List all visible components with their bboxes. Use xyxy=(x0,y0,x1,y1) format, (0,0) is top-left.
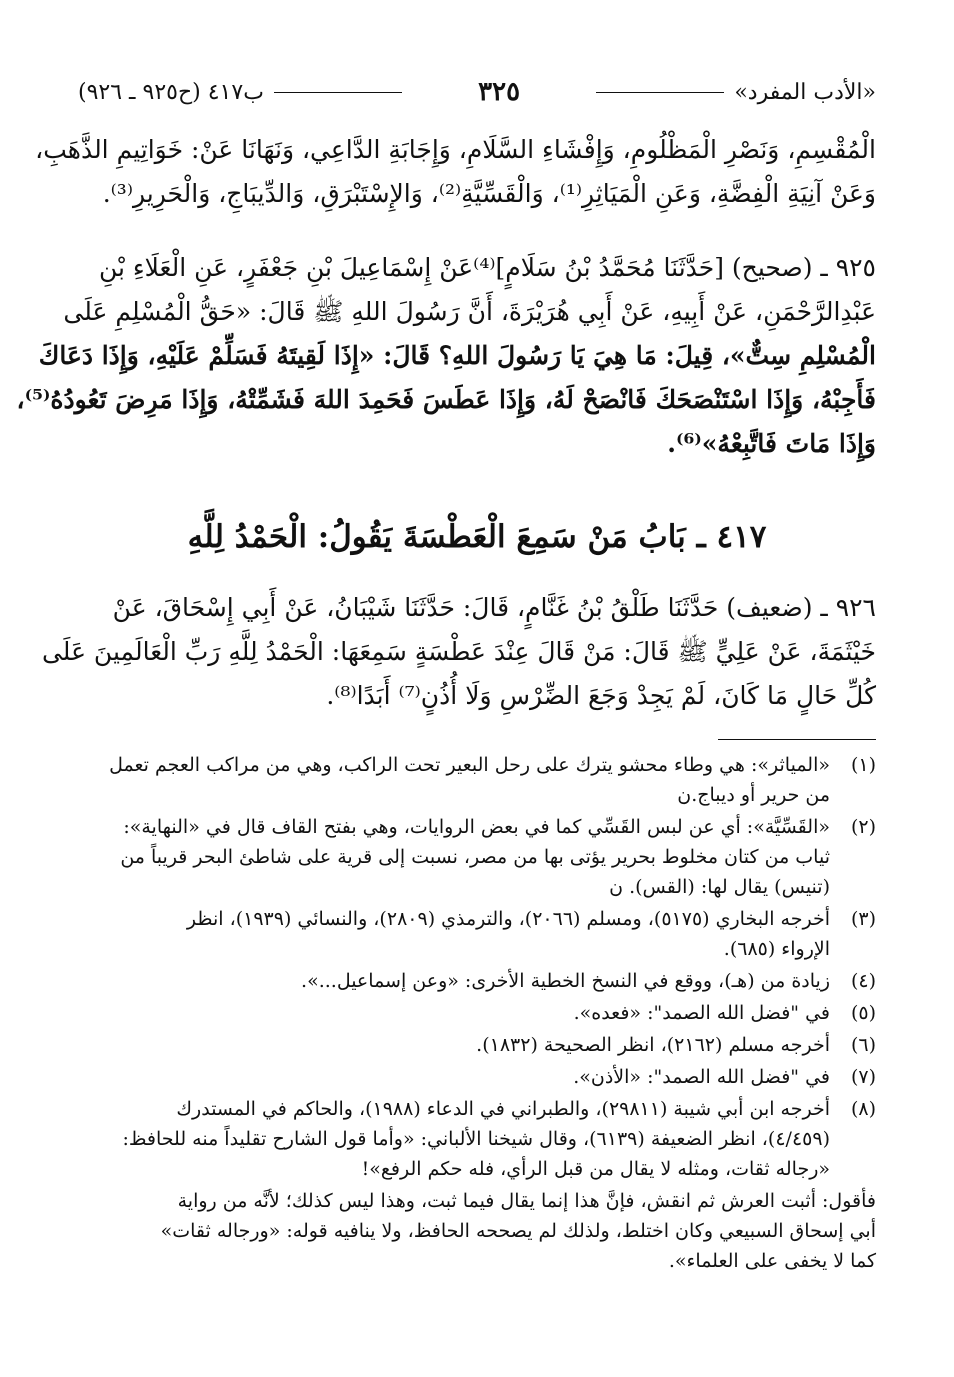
text-line: وَعَنْ آنِيَةِ الْفِضَّةِ، وَعَنِ الْمَيَاثِرِ⁽¹⁾، وَالْقَسِّيَّةِ⁽²⁾، وَالإِسْتَبْرَقِ، وَالدِّيبَاجِ، وَالْحَرِيرِ⁽³⁾. xyxy=(102,179,876,208)
footnote-number: (٨) xyxy=(850,1098,876,1120)
footnote-2 xyxy=(78,812,876,902)
footnote-number: (٤) xyxy=(850,970,876,992)
footnote-line: من حرير أو ديباج.ن xyxy=(677,784,830,806)
text-line: عَبْدِالرَّحْمَنِ، عَنْ أَبِيهِ، عَنْ أَبِي هُرَيْرَةَ، أَنَّ رَسُولَ اللهِ ﷺ قَالَ: «حَقُّ الْمُسْلِمِ عَلَى xyxy=(63,297,876,326)
footnote-number: (٦) xyxy=(850,1034,876,1056)
text-line: فَأَجِبْهُ، وَإِذَا اسْتَنْصَحَكَ فَانْصَحْ لَهُ، وَإِذَا عَطَسَ فَحَمِدَ اللهَ فَشَمِّتْهُ، وَإِذَا مَرِضَ تَعُودُهُ⁽⁵⁾، xyxy=(16,385,876,414)
footnote-line: فأقول: أثبت العرش ثم انقش، فإنَّ هذا إنما يقال فيما ثبت، وهذا ليس كذلك؛ لأنَّه من رواية xyxy=(177,1190,876,1212)
footnote-number: (٣) xyxy=(850,908,876,930)
footnote-8-continuation xyxy=(78,1186,876,1276)
footnote-line: الإرواء (٦٨٥). xyxy=(723,938,830,960)
footnotes xyxy=(78,750,876,1276)
footnote-line: في "فضل الله الصمد": «فعده». xyxy=(573,1002,830,1024)
footnote-line: «المياثر»: هي وطاء محشو يترك على رحل البعير تحت الراكب، وهي من مراكب العجم تعمل xyxy=(109,754,830,776)
footnote-4 xyxy=(78,966,876,996)
text-line: ٩٢٦ ـ (ضعيف) حَدَّثَنَا طَلْقُ بْنُ غَنَّامٍ، قَالَ: حَدَّثَنَا شَيْبَانُ، عَنْ أَبِي إِسْحَاقَ، عَنْ xyxy=(112,593,876,622)
header-chapter-ref: ب٤١٧ (ح٩٢٥ ـ ٩٢٦) xyxy=(78,80,412,105)
footnote-number: (٢) xyxy=(850,816,876,838)
paragraph-continuation xyxy=(35,128,876,216)
page-number: ٣٢٥ xyxy=(478,77,521,107)
footnote-line: (تنيس) يقال لها: (القس). ن xyxy=(609,876,830,898)
text-line: الْمُسْلِمِ سِتٌّ»، قِيلَ: مَا هِيَ يَا رَسُولَ اللهِ؟ قَالَ: «إِذَا لَقِيتَهُ فَسَلِّمْ عَلَيْهِ، وَإِذَا دَعَاكَ xyxy=(38,341,876,370)
footnote-3 xyxy=(78,904,876,964)
footnote-line: أخرجه البخاري (٥١٧٥)، ومسلم (٢٠٦٦)، والترمذي (٢٨٠٩)، والنسائي (١٩٣٩)، انظر xyxy=(186,908,830,930)
running-header xyxy=(78,72,876,112)
hadith-925 xyxy=(16,246,876,466)
chapter-heading: ٤١٧ ـ بَابُ مَنْ سَمِعَ الْعَطْسَةَ يَقُولُ: الْحَمْدُ لِلَّهِ xyxy=(187,519,767,555)
footnote-number: (٥) xyxy=(850,1002,876,1024)
footnote-line: «رجاله ثقات، ومثله لا يقال من قبل الرأي، فله حكم الرفع»! xyxy=(361,1158,830,1180)
footnote-line: أخرجه ابن أبي شيبة (٢٩٨١١)، والطبراني في الدعاء (١٩٨٨)، والحاكم في المستدرك xyxy=(176,1098,830,1120)
footnote-line: زيادة من (هـ)، ووقع في النسخ الخطية الأخرى: «وعن إسماعيل...». xyxy=(301,970,830,992)
footnote-line: أخرجه مسلم (٢١٦٢)، انظر الصحيحة (١٨٣٢). xyxy=(476,1034,830,1056)
text-line: الْمُقْسِمِ، وَنَصْرِ الْمَظْلُومِ، وَإِفْشَاءِ السَّلَامِ، وَإِجَابَةِ الدَّاعِي، وَنَهَانَا عَنْ: خَوَاتِيمِ الذَّهَبِ، xyxy=(35,135,876,164)
footnote-divider xyxy=(718,739,876,740)
footnote-number: (١) xyxy=(850,754,876,776)
text-line: خَيْثَمَةَ، عَنْ عَلِيٍّ ﷺ قَالَ: مَنْ قَالَ عِنْدَ عَطْسَةٍ سَمِعَهَا: الْحَمْدُ لِلَّهِ رَبِّ الْعَالَمِينَ عَلَى xyxy=(41,637,876,666)
footnote-7 xyxy=(78,1062,876,1092)
text-line: وَإِذَا مَاتَ فَاتَّبِعْهُ»⁽⁶⁾. xyxy=(667,429,876,458)
header-book-title: «الأدب المفرد» xyxy=(586,80,876,105)
text-line: ٩٢٥ ـ (صحيح) [حَدَّثَنَا مُحَمَّدُ بْنُ سَلَامٍ]⁽⁴⁾عَنْ إِسْمَاعِيلَ بْنِ جَعْفَرٍ، عَنِ الْعَلَاءِ بْنِ xyxy=(98,253,876,282)
footnote-line: أبي إسحاق السبيعي وكان اختلط، ولذلك لم يصححه الحافظ، ولا ينافيه قوله: «ورجاله ثقات» xyxy=(160,1220,876,1242)
footnote-6 xyxy=(78,1030,876,1060)
footnote-number: (٧) xyxy=(850,1066,876,1088)
footnote-8 xyxy=(78,1094,876,1184)
footnote-1 xyxy=(78,750,876,810)
footnote-line: في "فضل الله الصمد": «الأذن». xyxy=(573,1066,830,1088)
footnote-5 xyxy=(78,998,876,1028)
text-line: كُلِّ حَالٍ مَا كَانَ، لَمْ يَجِدْ وَجَعَ الضِّرْسِ وَلَا أُذُنٍ⁽⁷⁾ أَبَدًا⁽⁸⁾. xyxy=(326,681,876,710)
footnote-line: كما لا يخفى على العلماء». xyxy=(668,1250,876,1272)
footnote-line: (٤/٤٥٩)، انظر الضعيفة (٦١٣٩)، وقال شيخنا الألباني: «وأما قول الشارح تقليداً منه للحافظ: xyxy=(122,1128,830,1150)
footnote-line: «القَسِّيَّة»: أي عن لبس القَسِّي كما في بعض الروايات، وهي بفتح القاف قال في «النهاية»: xyxy=(123,816,830,838)
hadith-926 xyxy=(41,586,876,718)
footnote-line: ثياب من كتان مخلوط بحرير يؤتى بها من مصر، نسبت إلى قرية على شاطئ البحر قريباً من xyxy=(120,846,830,868)
